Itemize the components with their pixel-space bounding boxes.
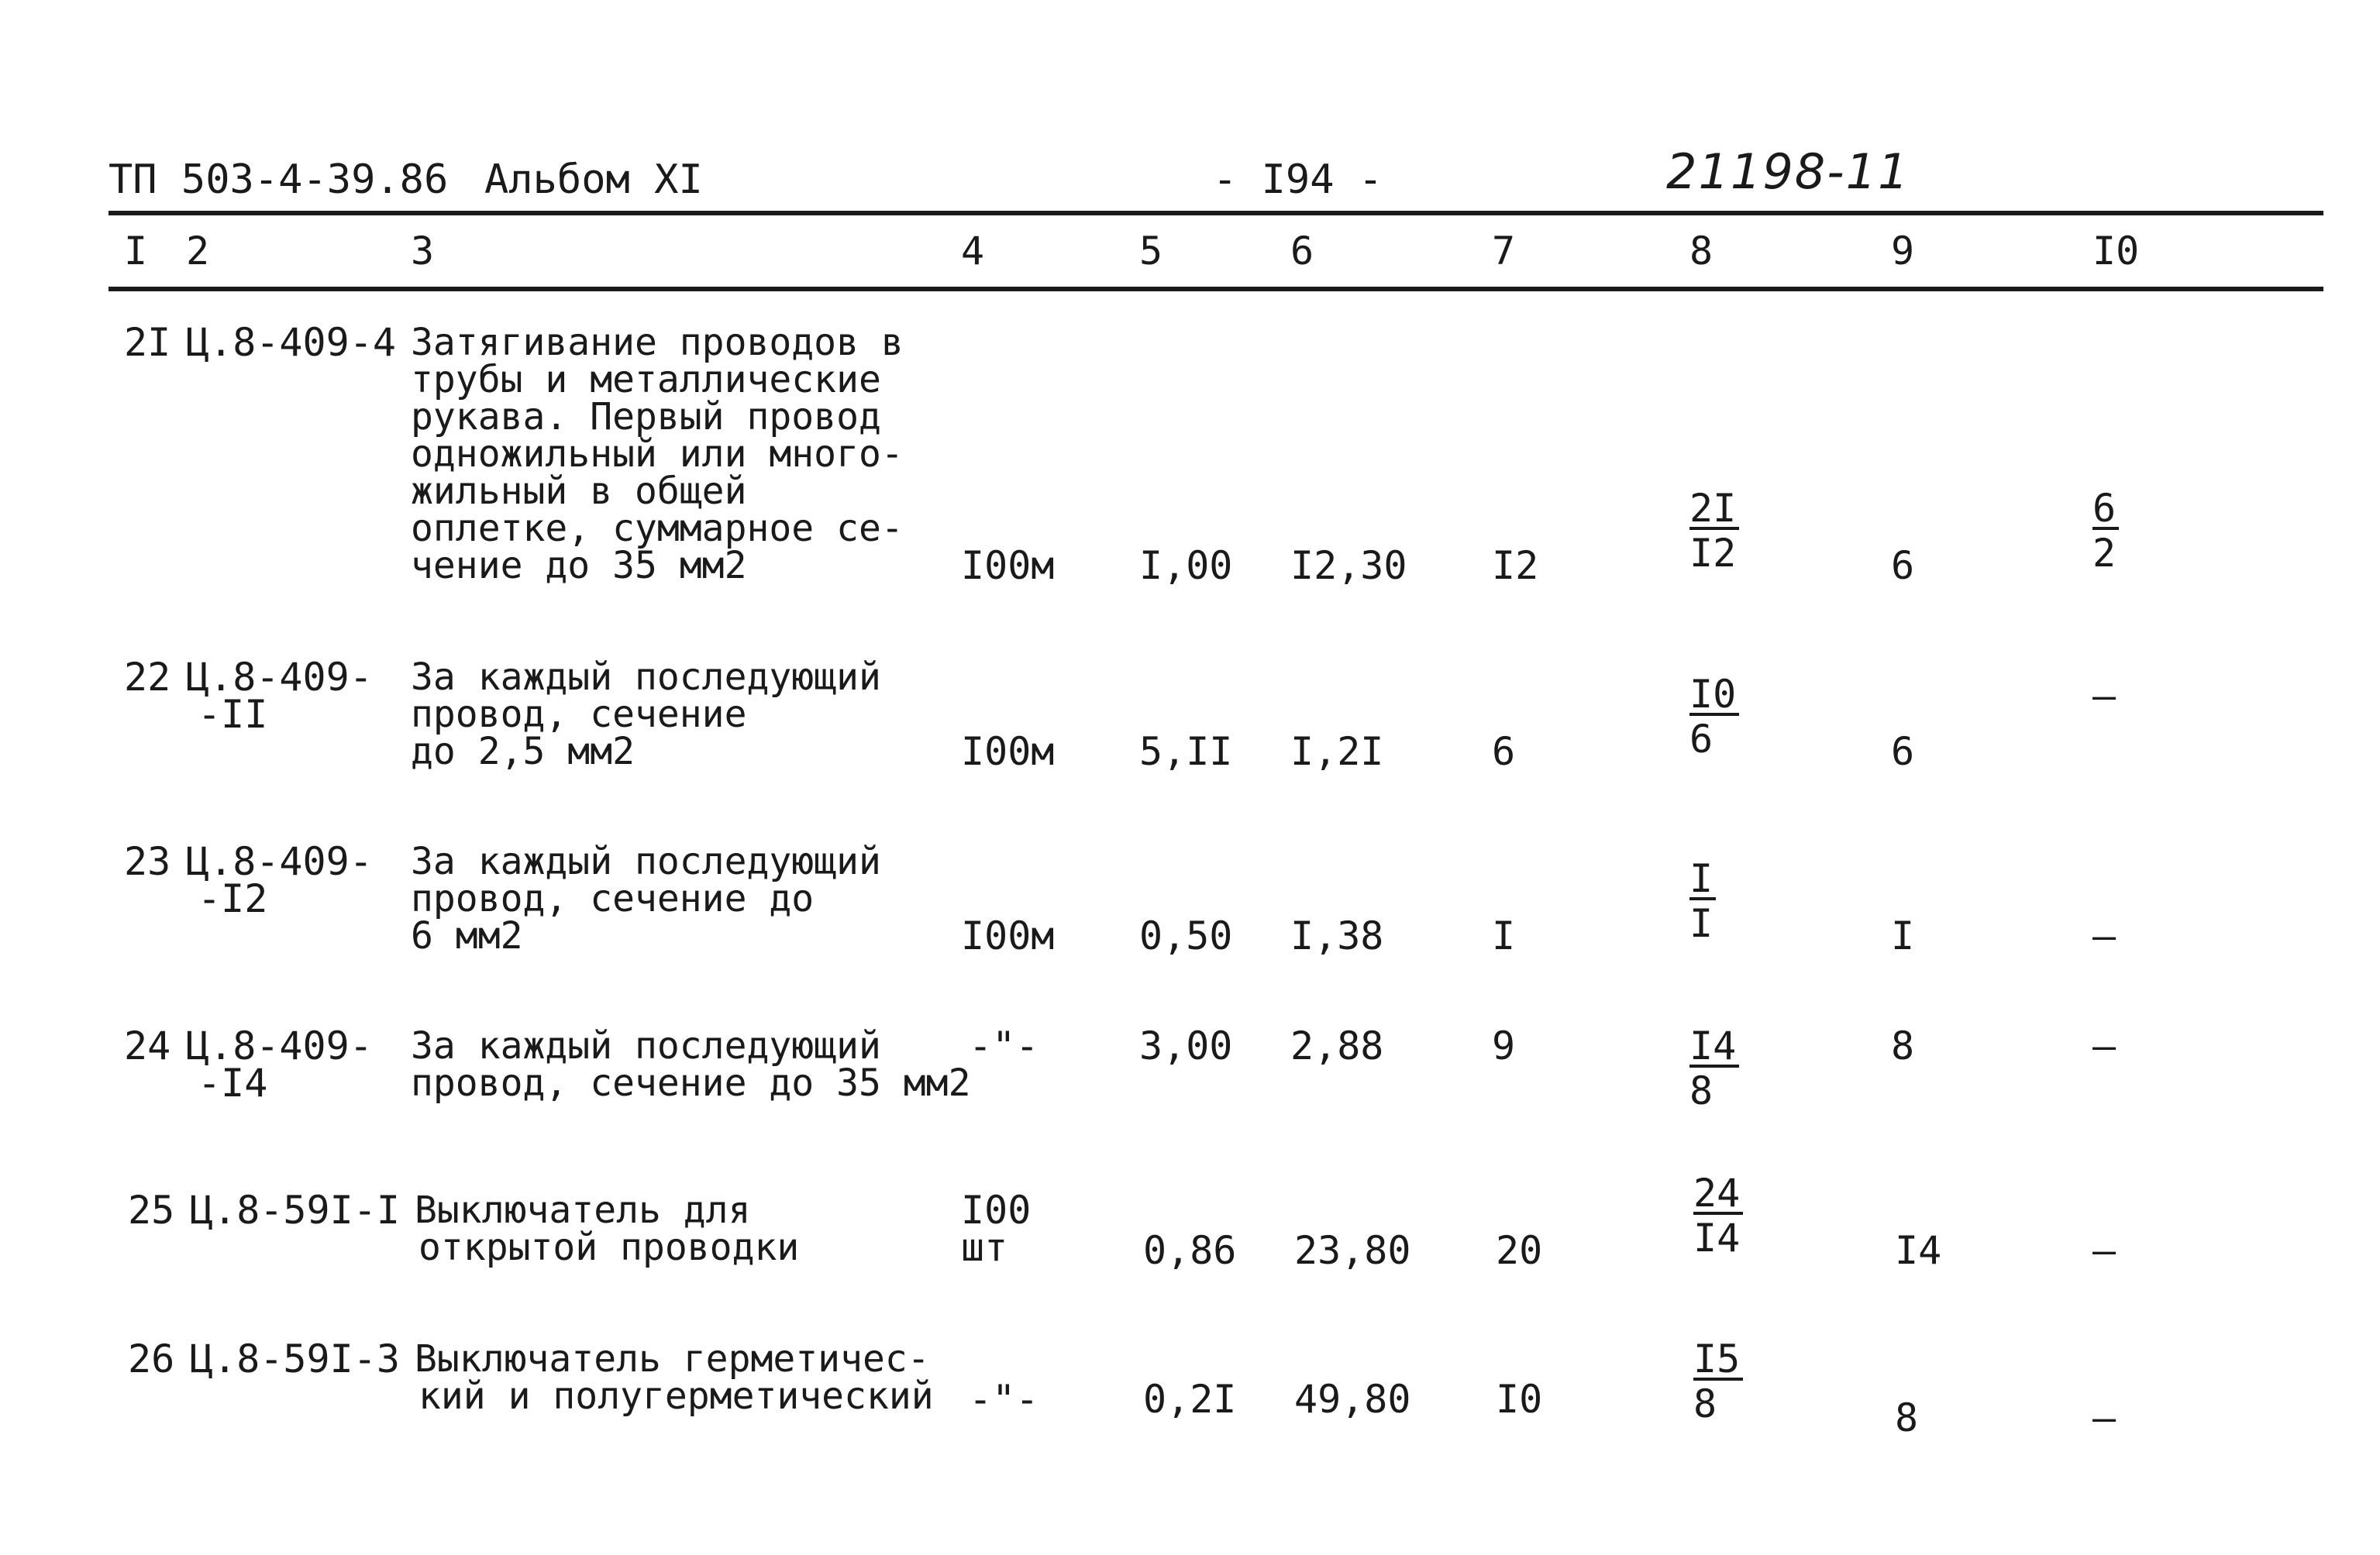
row-col10: – — [2092, 1023, 2117, 1068]
fraction-numerator: 6 — [2092, 490, 2119, 530]
fraction-numerator: 24 — [1693, 1175, 1743, 1215]
handwritten-number: 21198-11 — [1666, 143, 1910, 200]
description-line: провод, сечение до — [411, 877, 815, 920]
col-header-10: I0 — [2092, 229, 2140, 274]
row-code: Ц.8-409- — [186, 1023, 373, 1068]
description-line: За каждый последующий — [411, 1024, 881, 1068]
row-col10: – — [2092, 1228, 2117, 1273]
row-col5: I,00 — [1139, 543, 1233, 588]
description-line: трубы и металлические — [411, 358, 881, 401]
fraction-denominator: 2 — [2092, 531, 2117, 576]
fraction-numerator: I — [1689, 860, 1716, 900]
description-line: кий и полугерметический — [418, 1374, 934, 1418]
row-number: 22 — [124, 655, 171, 700]
row-col8-fraction — [1689, 856, 1782, 946]
row-col8-fraction — [1689, 672, 1782, 762]
row-description — [415, 1337, 934, 1418]
fraction-denominator: 6 — [1689, 717, 1714, 762]
row-code: Ц.8-409- — [186, 839, 373, 884]
row-unit: -"- — [969, 1377, 1039, 1422]
row-description — [415, 1189, 800, 1269]
description-line: Затягивание проводов в — [411, 321, 904, 364]
row-description — [411, 321, 904, 587]
row-unit-continuation: шт — [961, 1225, 1008, 1270]
description-line: провод, сечение — [411, 693, 747, 736]
col-header-4: 4 — [961, 229, 985, 274]
row-col9: I4 — [1895, 1228, 1942, 1273]
album-label: Альбом XI — [484, 157, 703, 203]
row-col9: 8 — [1891, 1023, 1915, 1068]
row-col9: 8 — [1895, 1395, 1919, 1440]
fraction-denominator: 8 — [1693, 1381, 1717, 1426]
fraction-denominator: I2 — [1689, 531, 1737, 576]
row-description — [411, 1024, 971, 1105]
row-col10-fraction — [2092, 486, 2185, 576]
fraction-denominator: 8 — [1689, 1068, 1714, 1113]
fraction-numerator: I5 — [1693, 1340, 1743, 1381]
description-line: За каждый последующий — [411, 840, 881, 883]
row-col7: I — [1492, 913, 1516, 958]
row-col9: 6 — [1891, 729, 1915, 774]
col-header-7: 7 — [1492, 229, 1516, 274]
row-unit: -"- — [969, 1023, 1039, 1068]
row-number: 2I — [124, 320, 171, 365]
col-header-8: 8 — [1689, 229, 1714, 274]
row-col8-fraction — [1693, 1337, 1786, 1426]
row-col10: – — [2092, 913, 2117, 958]
row-col7: 9 — [1492, 1023, 1516, 1068]
fraction-numerator: I4 — [1689, 1027, 1739, 1068]
description-line: открытой проводки — [418, 1226, 800, 1269]
fraction-numerator: I0 — [1689, 676, 1739, 716]
description-line: Выключатель герметичес- — [415, 1337, 930, 1381]
description-line: жильный в общей — [411, 470, 747, 513]
description-line: до 2,5 мм2 — [411, 730, 635, 773]
top-rule — [108, 211, 2323, 215]
col-header-6: 6 — [1290, 229, 1314, 274]
row-code: Ц.8-409- — [186, 655, 373, 700]
header-bottom-rule — [108, 287, 2323, 291]
row-unit: I00 — [961, 1188, 1032, 1233]
row-code-continuation: -I4 — [198, 1061, 268, 1106]
row-col6: I,2I — [1290, 729, 1384, 774]
description-line: чение до 35 мм2 — [411, 544, 747, 587]
row-col7: 20 — [1496, 1228, 1543, 1273]
row-col10: – — [2092, 1395, 2117, 1440]
row-code-continuation: -II — [198, 692, 268, 737]
page-number: - I94 - — [1213, 157, 1383, 203]
fraction-numerator: 2I — [1689, 490, 1739, 530]
description-line: провод, сечение до 35 мм2 — [411, 1061, 971, 1105]
fraction-denominator: I4 — [1693, 1216, 1741, 1261]
row-code-continuation: -I2 — [198, 876, 268, 921]
col-header-2: 2 — [186, 229, 210, 274]
row-col5: 5,II — [1139, 729, 1233, 774]
row-col6: 2,88 — [1290, 1023, 1384, 1068]
row-unit: I00м — [961, 729, 1055, 774]
description-line: оплетке, суммарное се- — [411, 507, 904, 550]
row-code: Ц.8-409-4 — [186, 320, 396, 365]
row-col6: I2,30 — [1290, 543, 1407, 588]
row-number: 23 — [124, 839, 171, 884]
row-col10: – — [2092, 673, 2117, 718]
doc-code: ТП 503-4-39.86 — [108, 157, 449, 203]
row-col5: 0,86 — [1143, 1228, 1237, 1273]
row-col8-fraction — [1689, 1023, 1782, 1113]
row-number: 26 — [128, 1337, 175, 1381]
description-line: Выключатель для — [415, 1189, 751, 1232]
row-col6: I,38 — [1290, 913, 1384, 958]
row-unit: I00м — [961, 543, 1055, 588]
row-code: Ц.8-59I-I — [190, 1188, 400, 1233]
row-col7: I0 — [1496, 1377, 1543, 1422]
row-number: 25 — [128, 1188, 175, 1233]
row-col5: 3,00 — [1139, 1023, 1233, 1068]
row-col9: 6 — [1891, 543, 1915, 588]
row-description — [411, 840, 881, 958]
row-description — [411, 655, 881, 773]
row-col6: 49,80 — [1294, 1377, 1411, 1422]
row-col7: I2 — [1492, 543, 1539, 588]
col-header-9: 9 — [1891, 229, 1915, 274]
fraction-denominator: I — [1689, 901, 1714, 946]
row-col6: 23,80 — [1294, 1228, 1411, 1273]
row-col8-fraction — [1693, 1171, 1786, 1261]
row-col5: 0,2I — [1143, 1377, 1237, 1422]
col-header-1: I — [124, 229, 148, 274]
row-code: Ц.8-59I-3 — [190, 1337, 400, 1381]
row-col8-fraction — [1689, 486, 1782, 576]
col-header-5: 5 — [1139, 229, 1163, 274]
description-line: одножильный или много- — [411, 432, 904, 476]
row-unit: I00м — [961, 913, 1055, 958]
description-line: 6 мм2 — [411, 914, 523, 958]
col-header-3: 3 — [411, 229, 435, 274]
row-col7: 6 — [1492, 729, 1516, 774]
row-col9: I — [1891, 913, 1915, 958]
description-line: рукава. Первый провод — [411, 395, 881, 439]
row-col5: 0,50 — [1139, 913, 1233, 958]
description-line: За каждый последующий — [411, 655, 881, 699]
row-number: 24 — [124, 1023, 171, 1068]
